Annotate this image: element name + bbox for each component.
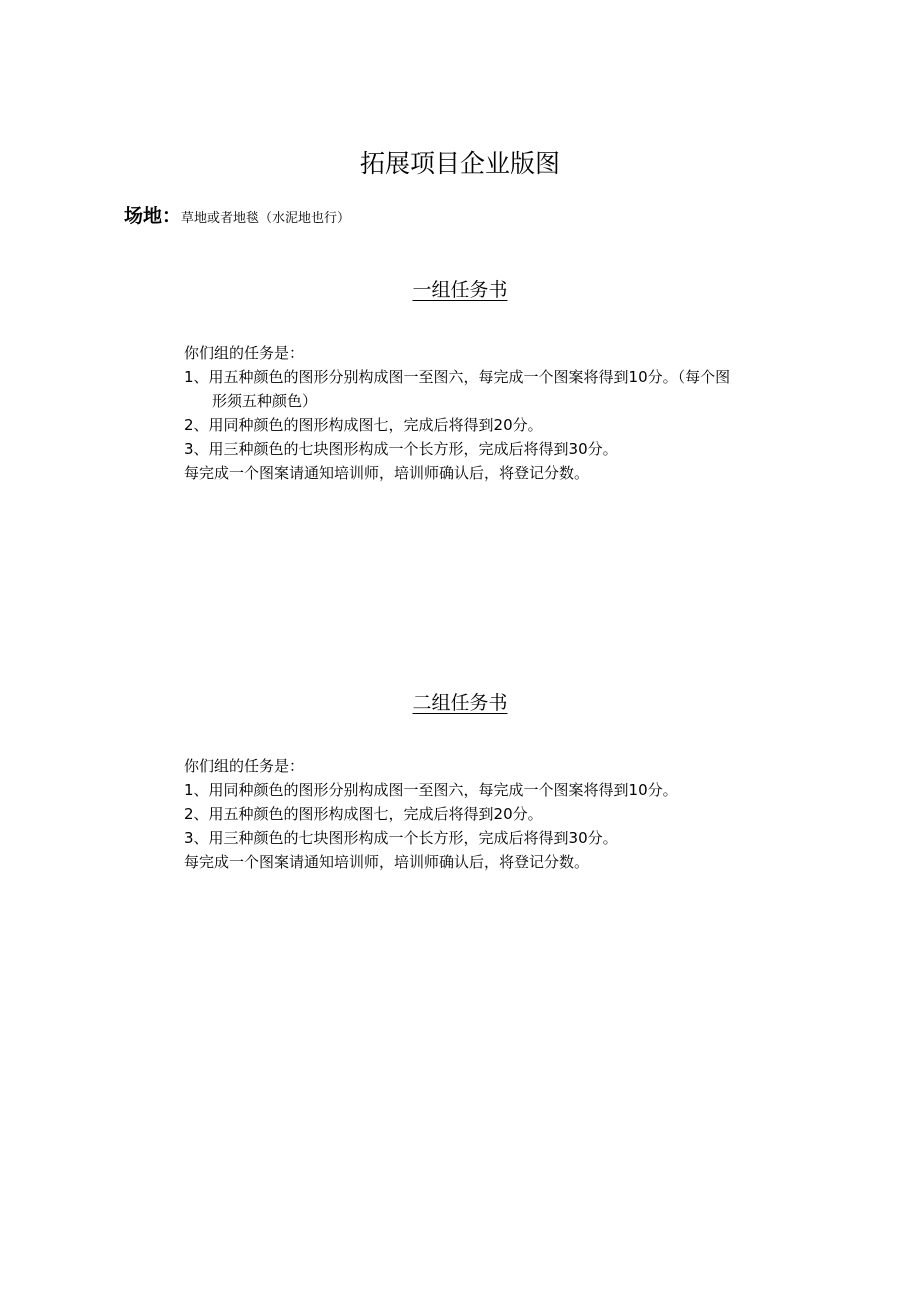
section-1-task-block <box>184 341 744 485</box>
section-2-footer: 每完成一个图案请通知培训师，培训师确认后，将登记分数。 <box>184 853 590 871</box>
section-1-item-1: 1、用五种颜色的图形分别构成图一至图六，每完成一个图案将得到10分。（每个图形须五种颜色） <box>184 368 731 410</box>
section-2-item-1: 1、用同种颜色的图形分别构成图一至图六，每完成一个图案将得到10分。 <box>184 781 678 799</box>
section-1-item-2: 2、用同种颜色的图形构成图七，完成后将得到20分。 <box>184 416 543 434</box>
section-2-heading <box>0 689 920 717</box>
section-1-intro: 你们组的任务是： <box>184 344 305 362</box>
section-2-item-3: 3、用三种颜色的七块图形构成一个长方形，完成后将得到30分。 <box>184 829 618 847</box>
section-1-item-3: 3、用三种颜色的七块图形构成一个长方形，完成后将得到30分。 <box>184 440 618 458</box>
section-2-task-block <box>184 754 744 874</box>
venue-line <box>124 201 350 234</box>
doc-title: 拓展项目企业版图 <box>359 149 560 178</box>
section-1-heading <box>0 276 920 304</box>
section-1-heading-text: 一组任务书 <box>412 279 508 301</box>
venue-value: 草地或者地毯（水泥地也行） <box>181 211 351 226</box>
venue-label: 场地： <box>124 205 182 227</box>
section-2-intro: 你们组的任务是： <box>184 757 305 775</box>
section-2-item-2: 2、用五种颜色的图形构成图七，完成后将得到20分。 <box>184 805 543 823</box>
section-2-heading-text: 二组任务书 <box>412 692 508 714</box>
section-1-footer: 每完成一个图案请通知培训师，培训师确认后，将登记分数。 <box>184 464 590 482</box>
